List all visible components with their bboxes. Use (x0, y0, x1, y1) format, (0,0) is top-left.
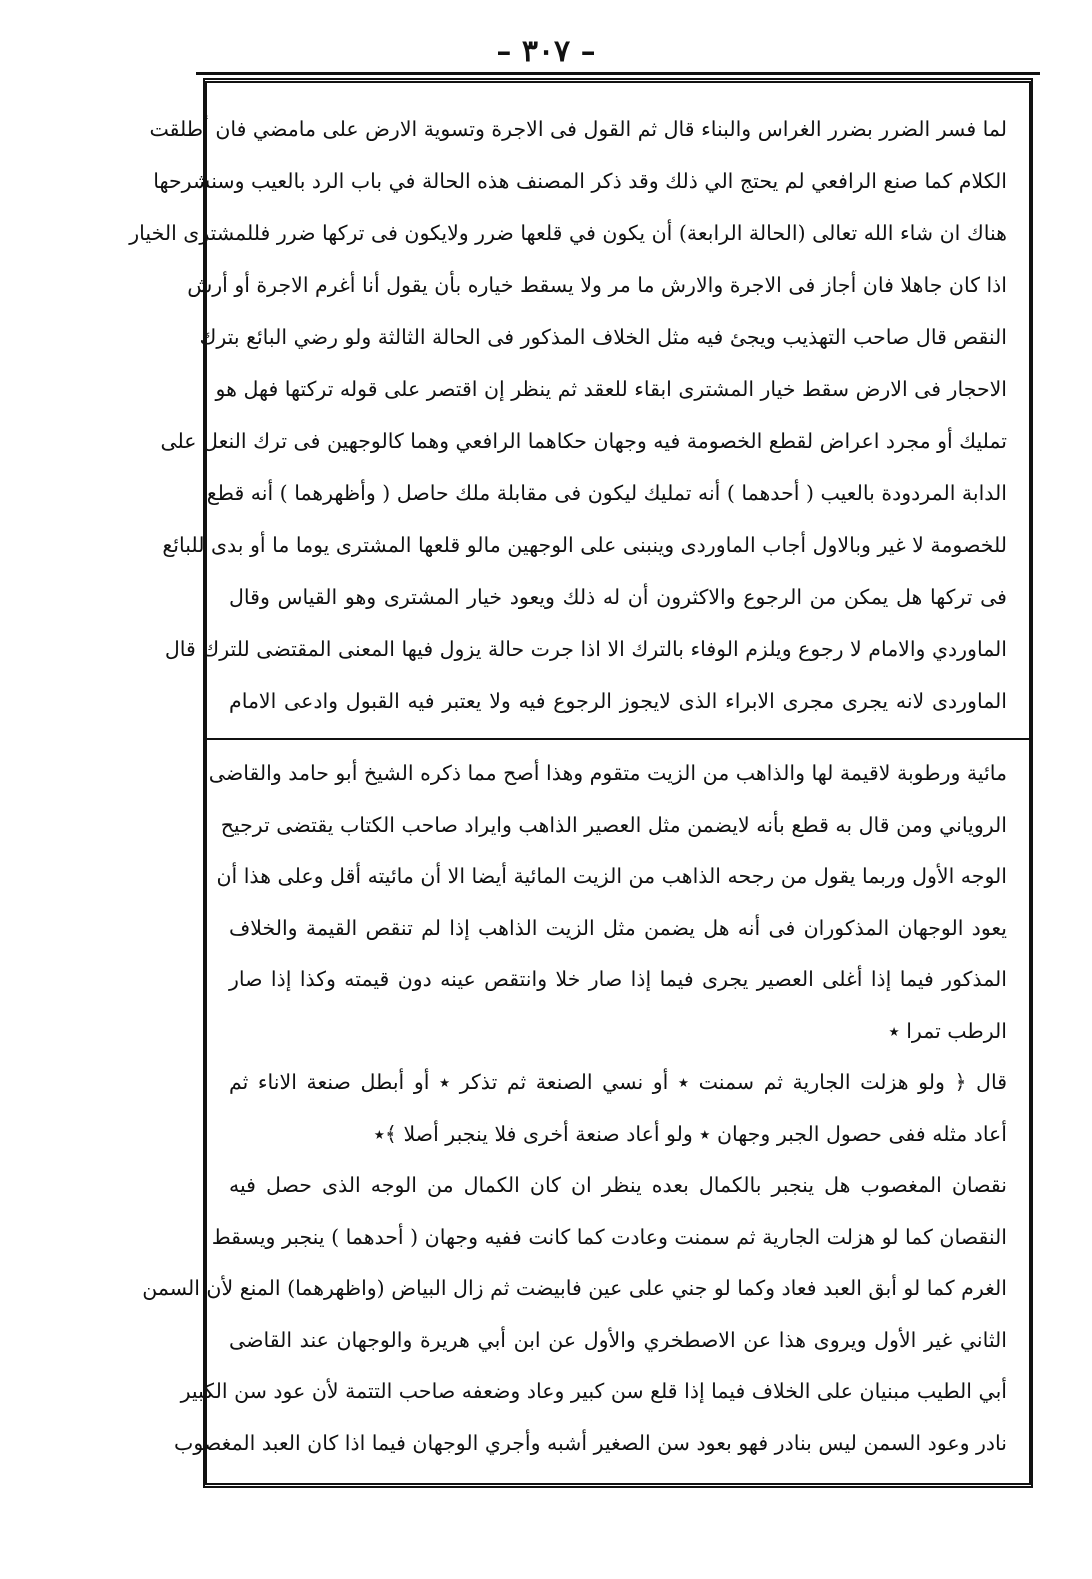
text-line: تمليك أو مجرد اعراض لقطع الخصومة فيه وجهان حكاهما الرافعي وهما كالوجهين فى ترك النعل على (160, 429, 1007, 453)
text-line: هناك ان شاء الله تعالى (الحالة الرابعة) أن يكون في قلعها ضرر ولايكون فى تركها ضرر فللمشترى الخيار (129, 221, 1007, 245)
text-line: الروياني ومن قال به قطع بأنه لايضمن مثل العصير الذاهب وايراد صاحب الكتاب يقتضى ترجيح (220, 812, 1007, 837)
commentary-line: النقصان كما لو هزلت الجارية ثم سمنت وعادت كما كانت ففيه وجهان ( أحدهما ) ينجبر ويسقط (211, 1224, 1007, 1249)
text-line: فى تركها هل يمكن من الرجوع والاكثرون أن له ذلك ويعود خيار المشترى وهو القياس وقال (229, 585, 1007, 609)
lower-text-block (142, 748, 1007, 1469)
top-rule (196, 72, 1040, 75)
text-line: الماوردى لانه يجرى مجرى الابراء الذى لايجوز الرجوع فيه ولا يعتبر فيه القبول وادعى الامام (229, 689, 1007, 713)
text-line: للخصومة لا غير وبالاول أجاب الماوردى وينبنى على الوجهين مالو قلعها المشترى يوما ما أو بدى للبائع (162, 533, 1007, 557)
text-line: اذا كان جاهلا فان أجاز فى الاجرة والارش ما مر ولا يسقط خياره بأن يقول أنا أغرم الاجرة أو أرش (187, 273, 1007, 297)
text-line: الدابة المردودة بالعيب ( أحدهما ) أنه تمليك ليكون فى مقابلة ملك حاصل ( وأظهرهما ) أنه قطع (206, 481, 1007, 505)
commentary-line: نادر وعود السمن ليس بنادر فهو بعود سن الصغير أشبه وأجري الوجهان فيما اذا كان العبد المغصوب (174, 1430, 1007, 1455)
text-line: الاحجار فى الارض سقط خيار المشترى ابقاء للعقد ثم ينظر إن اقتصر على قوله تركتها فهل هو (215, 377, 1007, 401)
upper-text-block (129, 103, 1007, 727)
commentary-line: الثاني غير الأول ويروى هذا عن الاصطخري والأول عن ابن أبي هريرة والوجهان عند القاضى (229, 1327, 1007, 1352)
text-line: الرطب تمرا ٭ (888, 1018, 1007, 1043)
page-frame (129, 78, 1033, 1488)
text-line: النقص قال صاحب التهذيب ويجئ فيه مثل الخلاف المذكور فى الحالة الثالثة ولو رضي البائع بترك (199, 325, 1007, 349)
text-line: لما فسر الضرر بضرر الغراس والبناء قال ثم القول فى الاجرة وتسوية الارض على مامضي فان أطلقت (149, 117, 1007, 141)
text-line: الوجه الأول وربما يقول من رجحه الذاهب من الزيت المائية أيضا الا أن مائيته أقل وعلى هذا أن (216, 864, 1007, 888)
commentary-line: الغرم كما لو أبق العبد فعاد وكما لو جني على عين فابيضت ثم زال البياض (واظهرهما) المنع لأن السمن (142, 1276, 1007, 1300)
text-line: الماوردي والامام لا رجوع ويلزم الوفاء بالترك الا اذا جرت حالة يزول فيها المعنى المقتضى للترك قال (164, 637, 1007, 661)
text-line: مائية ورطوبة لاقيمة لها والذاهب من الزيت متقوم وهذا أصح مما ذكره الشيخ أبو حامد والقاضى (208, 761, 1007, 785)
commentary-line: نقصان المغصوب هل ينجبر بالكمال بعده ينظر ان كان الكمال من الوجه الذى حصل فيه (229, 1173, 1007, 1197)
commentary-line: أبي الطيب مبنيان على الخلاف فيما إذا قلع سن كبير وعاد وضعفه صاحب التتمة لأن عود سن الكبير (180, 1379, 1007, 1403)
section-divider (207, 738, 1029, 740)
quote-line: قال ﴿ ولو هزلت الجارية ثم سمنت ٭ أو نسي الصنعة ثم تذكر ٭ أو أبطل صنعة الاناء ثم (229, 1070, 1007, 1094)
text-line: الكلام كما صنع الرافعي لم يحتج الي ذلك وقد ذكر المصنف هذه الحالة في باب الرد بالعيب وسنشرحها (153, 169, 1007, 193)
quote-line: أعاد مثله ففى حصول الجبر وجهان ٭ ولو أعاد صنعة أخرى فلا ينجبر أصلا ﴾٭ (373, 1121, 1007, 1146)
text-line: يعود الوجهان المذكوران فى أنه هل يضمن مثل الزيت الذاهب إذا لم تنقص القيمة والخلاف (229, 915, 1007, 940)
text-line: المذكور فيما إذا أغلى العصير يجرى فيما إذا صار خلا وانتقص عينه دون قيمته وكذا إذا صار (229, 967, 1007, 991)
page-number: – ٣٠٧ – (496, 34, 596, 69)
